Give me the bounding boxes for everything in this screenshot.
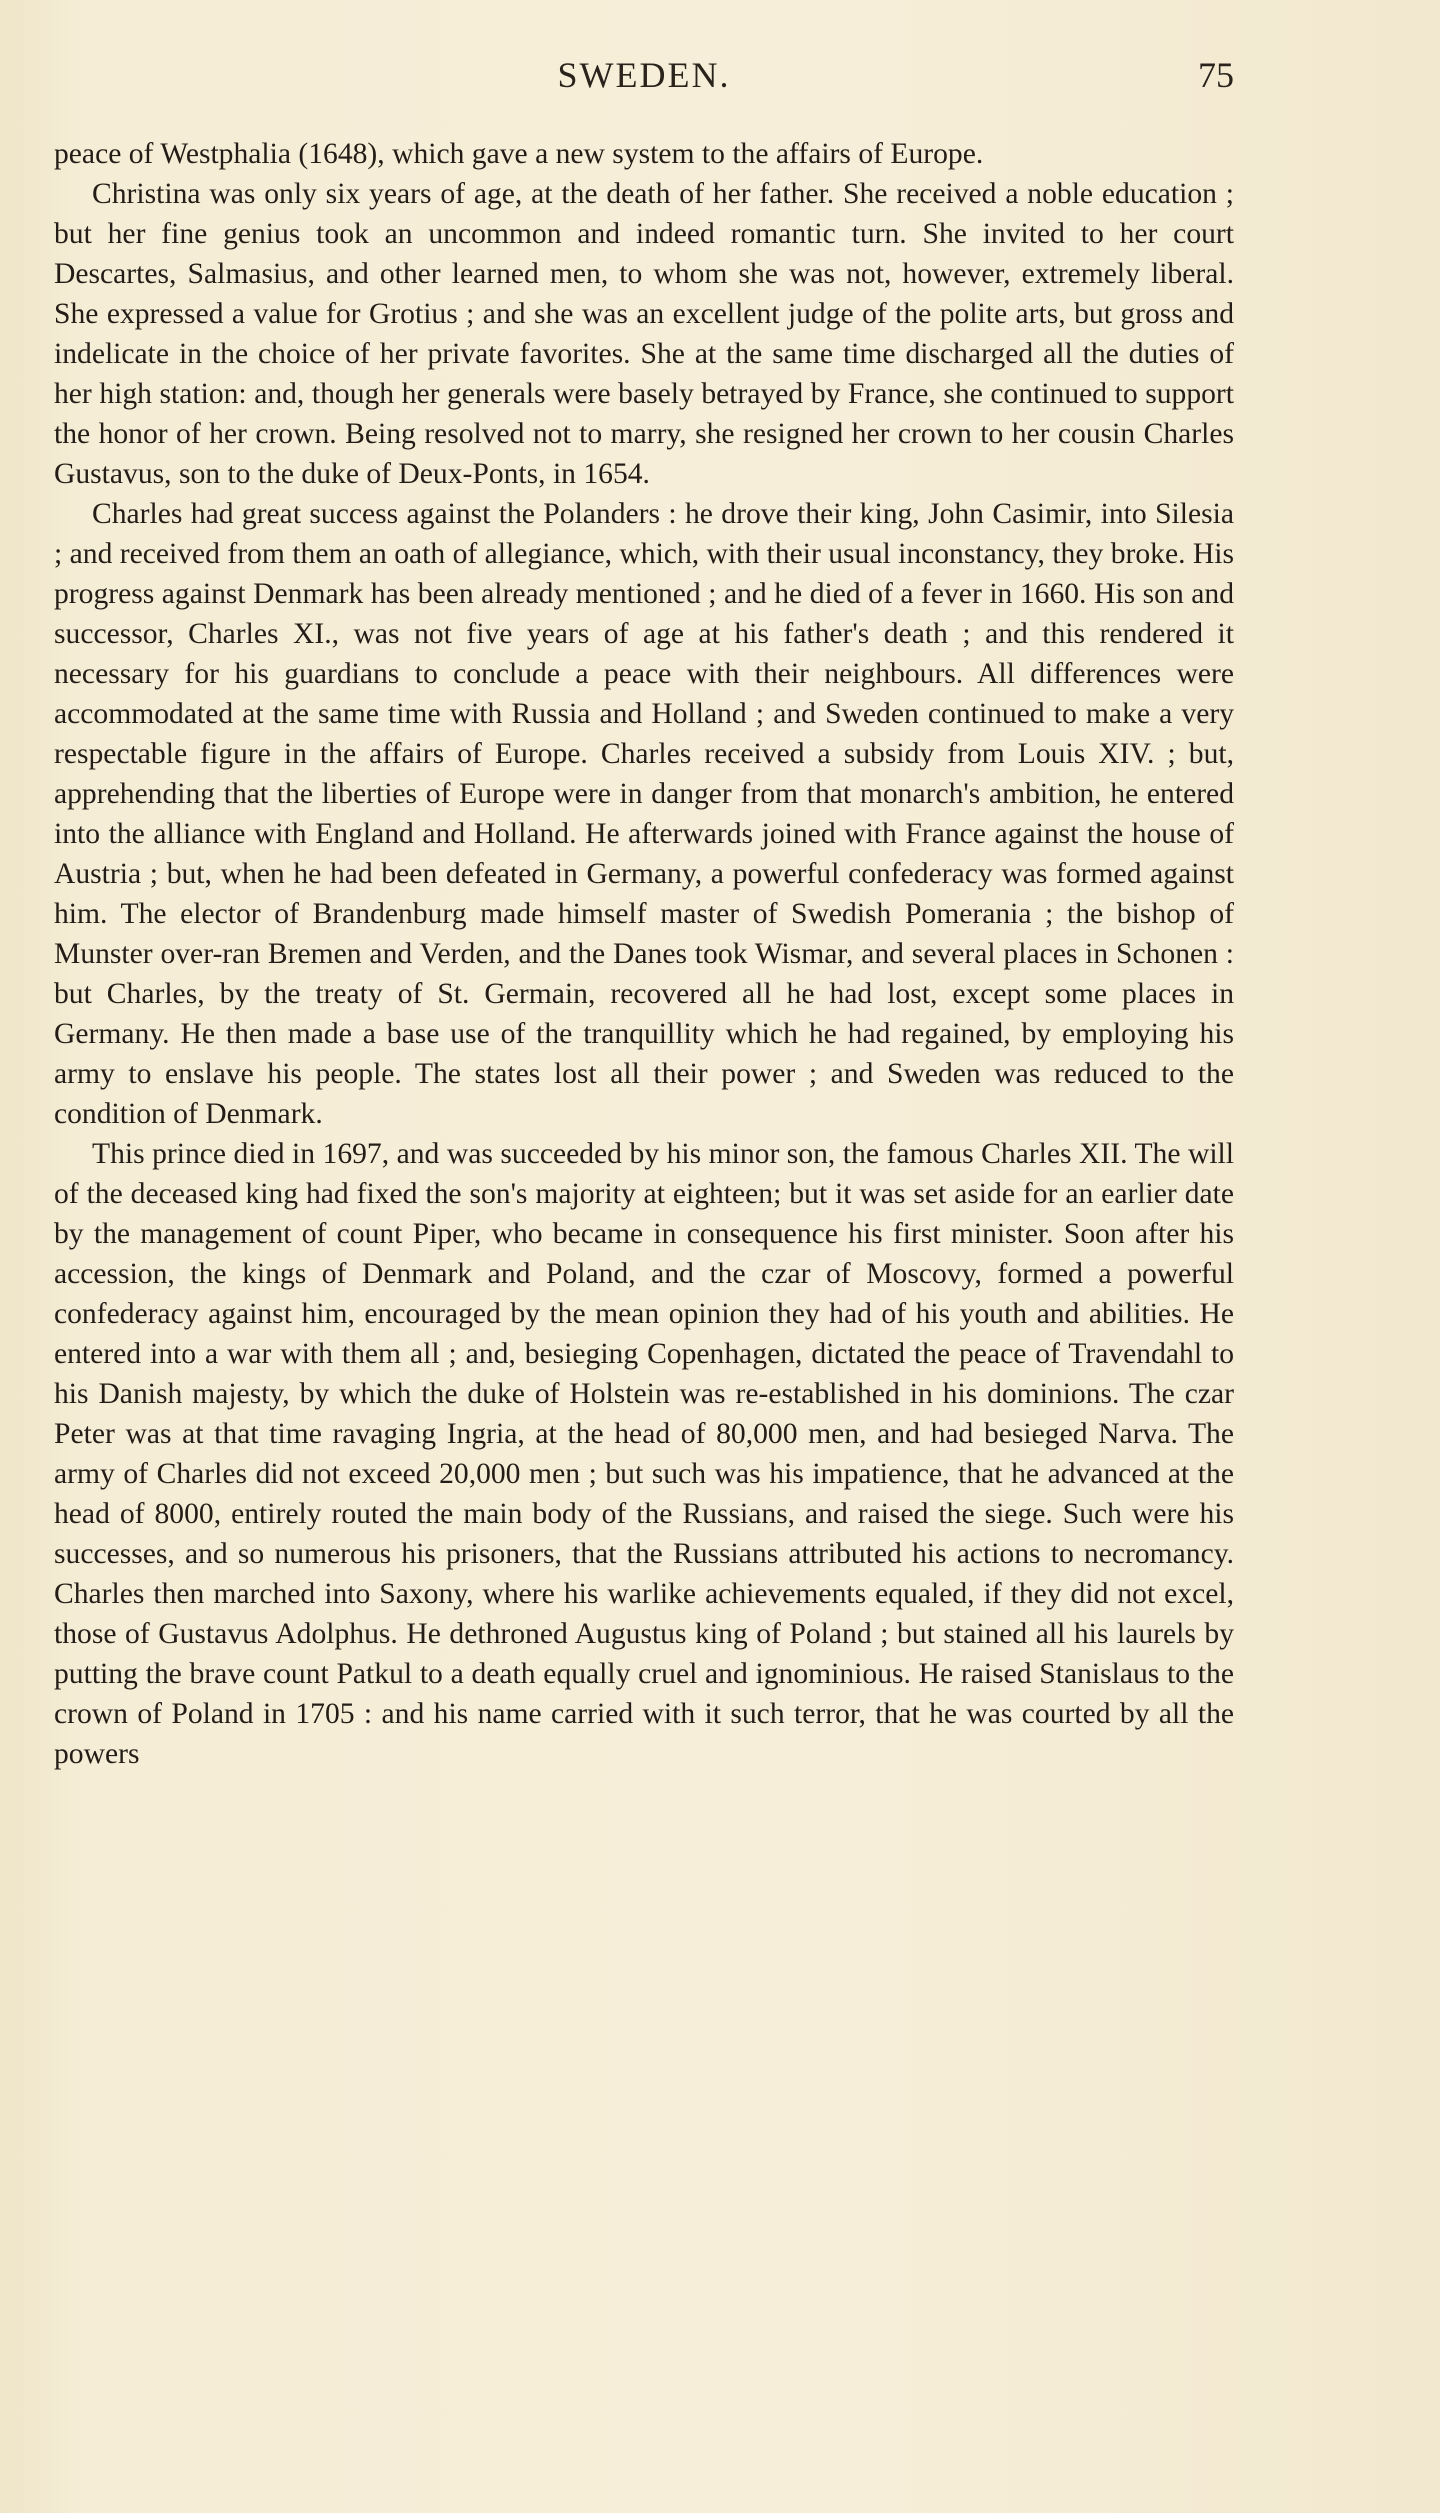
paragraph-charles-gustavus: Charles had great success against the Polanders : he drove their king, John Casimir, into Silesia ; and received from them an oath of allegiance, which, with their usual inconstancy, they broke. His progress against Denmark has been already mentioned ; and he died of a fever in 1660. His son and successor, Charles XI., was not five years of age at his father's death ; and this rendered it necessary for his guardians to conclude a peace with their neighbours. All differences were accommodated at the same time with Russia and Holland ; and Sweden continued to make a very respectable figure in the affairs of Europe. Charles received a subsidy from Louis XIV. ; but, apprehending that the liberties of Europe were in danger from that monarch's ambition, he entered into the alliance with England and Holland. He afterwards joined with France against the house of Austria ; but, when he had been defeated in Germany, a powerful confederacy was formed against him. The elector of Brandenburg made himself master of Swedish Pomerania ; the bishop of Munster over-ran Bremen and Verden, and the Danes took Wismar, and several places in Schonen : but Charles, by the treaty of St. Germain, recovered all he had lost, except some places in Germany. He then made a base use of the tranquillity which he had regained, by employing his army to enslave his people. The states lost all their power ; and Sweden was reduced to the condition of Denmark.	[54, 498, 1234, 1130]
body-text	[54, 134, 1234, 1774]
running-title: SWEDEN.	[557, 55, 731, 95]
page-number: 75	[1198, 55, 1234, 95]
paragraph-christina: Christina was only six years of age, at the death of her father. She received a noble education ; but her fine genius took an uncommon and indeed romantic turn. She invited to her court Descartes, Salmasius, and other learned men, to whom she was not, however, extremely liberal. She expressed a value for Grotius ; and she was an excellent judge of the polite arts, but gross and indelicate in the choice of her private favorites. She at the same time discharged all the duties of her high station: and, though her generals were basely betrayed by France, she continued to support the honor of her crown. Being resolved not to marry, she resigned her crown to her cousin Charles Gustavus, son to the duke of Deux-Ponts, in 1654.	[54, 178, 1234, 490]
paragraph-charles-xii: This prince died in 1697, and was succeeded by his minor son, the famous Charles XII. The will of the deceased king had fixed the son's majority at eighteen; but it was set aside for an earlier date by the management of count Piper, who became in consequence his first minister. Soon after his accession, the kings of Denmark and Poland, and the czar of Moscovy, formed a powerful confederacy against him, encouraged by the mean opinion they had of his youth and abilities. He entered into a war with them all ; and, besieging Copenhagen, dictated the peace of Travendahl to his Danish majesty, by which the duke of Holstein was re-established in his dominions. The czar Peter was at that time ravaging Ingria, at the head of 80,000 men, and had besieged Narva. The army of Charles did not exceed 20,000 men ; but such was his impatience, that he advanced at the head of 8000, entirely routed the main body of the Russians, and raised the siege. Such were his successes, and so numerous his prisoners, that the Russians attributed his actions to necromancy. Charles then marched into Saxony, where his warlike achievements equaled, if they did not excel, those of Gustavus Adolphus. He dethroned Augustus king of Poland ; but stained all his laurels by putting the brave count Patkul to a death equally cruel and ignominious. He raised Stanislaus to the crown of Poland in 1705 : and his name carried with it such terror, that he was courted by all the powers	[54, 1138, 1234, 1770]
paragraph-continuation: peace of Westphalia (1648), which gave a new system to the affairs of Europe.	[54, 138, 984, 170]
page-header	[54, 46, 1234, 106]
